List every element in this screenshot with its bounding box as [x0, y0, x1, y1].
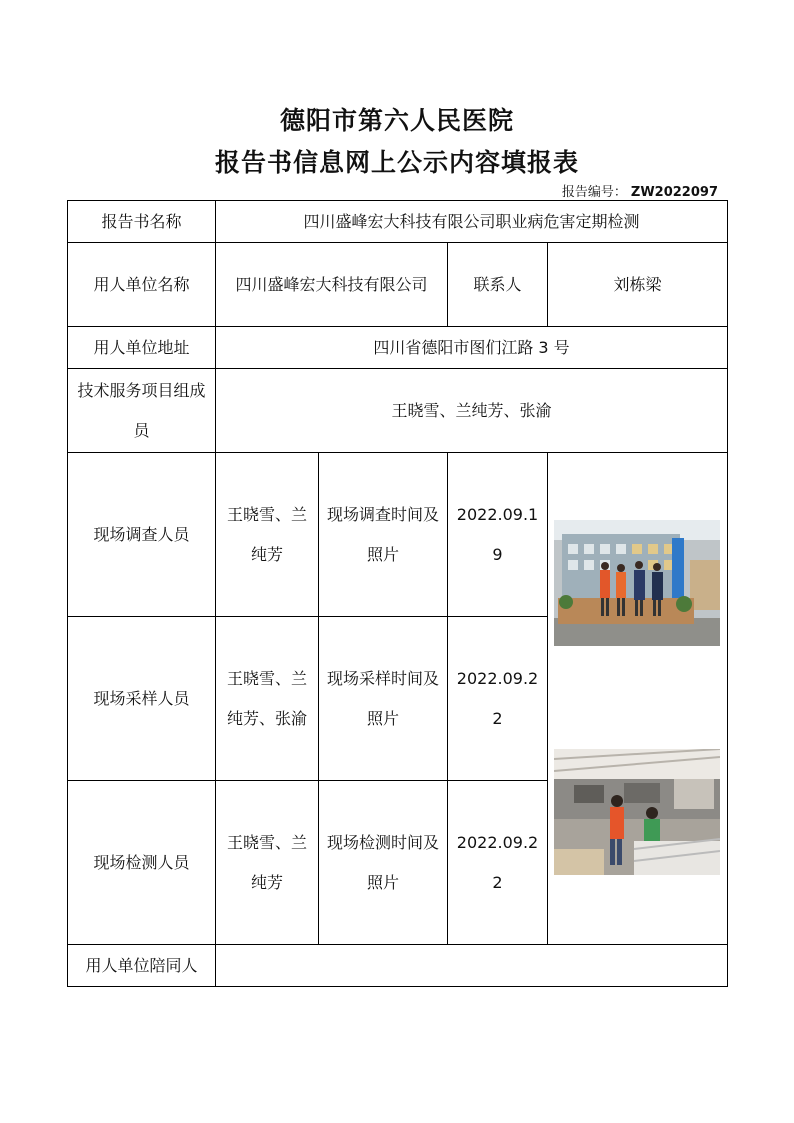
testing-time-label: 现场检测时间及照片: [319, 781, 448, 945]
testing-staff-label: 现场检测人员: [68, 781, 216, 945]
row-escort: [68, 945, 728, 987]
hospital-title: 德阳市第六人民医院: [279, 106, 514, 135]
unit-address-label: 用人单位地址: [68, 327, 216, 369]
survey-staff-value: 王晓雪、兰纯芳: [216, 453, 319, 617]
unit-name-value: 四川盛峰宏大科技有限公司: [216, 243, 448, 327]
survey-time-label: 现场调查时间及照片: [319, 453, 448, 617]
row-survey: [68, 453, 728, 617]
report-number-value: ZW2022097: [630, 185, 718, 200]
sampling-staff-value: 王晓雪、兰纯芳、张渝: [216, 617, 319, 781]
row-report-name: [68, 201, 728, 243]
sampling-time-label: 现场采样时间及照片: [319, 617, 448, 781]
report-name-value: 四川盛峰宏大科技有限公司职业病危害定期检测: [216, 201, 728, 243]
report-number-label: 报告编号：: [561, 185, 627, 200]
unit-address-value: 四川省德阳市图们江路 3 号: [216, 327, 728, 369]
escort-value: [216, 945, 728, 987]
sampling-date: 2022.09.22: [448, 617, 548, 781]
unit-name-label: 用人单位名称: [68, 243, 216, 327]
workshop-photo-icon: [554, 749, 720, 875]
row-unit-name: [68, 243, 728, 327]
report-number: [562, 181, 718, 200]
form-title: 报告书信息网上公示内容填报表: [214, 148, 579, 177]
testing-date: 2022.09.22: [448, 781, 548, 945]
row-unit-address: [68, 327, 728, 369]
row-members: [68, 369, 728, 453]
report-name-label: 报告书名称: [68, 201, 216, 243]
sampling-staff-label: 现场采样人员: [68, 617, 216, 781]
photos-cell: [548, 453, 728, 945]
survey-date: 2022.09.19: [448, 453, 548, 617]
members-value: 王晓雪、兰纯芳、张渝: [216, 369, 728, 453]
contact-label: 联系人: [448, 243, 548, 327]
contact-value: 刘栋梁: [548, 243, 728, 327]
testing-staff-value: 王晓雪、兰纯芳: [216, 781, 319, 945]
info-form-table: [67, 200, 728, 987]
escort-label: 用人单位陪同人: [68, 945, 216, 987]
group-photo-icon: [554, 520, 720, 646]
survey-staff-label: 现场调查人员: [68, 453, 216, 617]
members-label: 技术服务项目组成员: [68, 369, 216, 453]
